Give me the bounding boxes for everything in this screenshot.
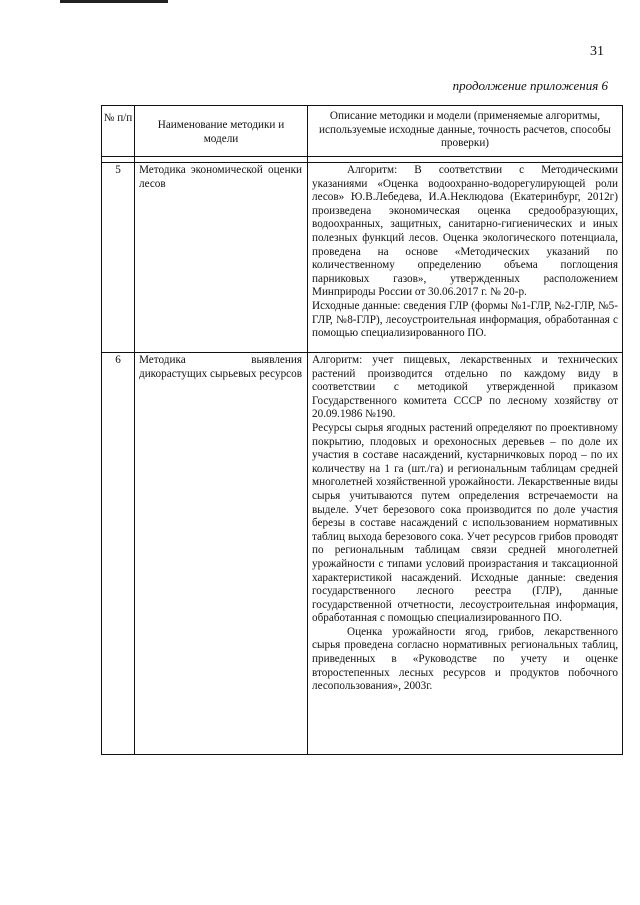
- header-name: Наименование методики и модели: [157, 119, 285, 145]
- header-num: № п/п: [103, 112, 133, 124]
- row-6-paragraph: Оценка урожайности ягод, грибов, лекарственного сырья проведена согласно нормативных региональных таблиц, приведенных в «Руководстве по учету и оценке второстепенных лесных ресурсов и продуктов побочного лесопользования», 2003г.: [312, 625, 618, 693]
- row-5-num: 5: [115, 164, 121, 176]
- row-6-description: [312, 354, 618, 694]
- row-6-paragraph: Ресурсы сырья ягодных растений определяют по проективному покрытию, плодовых и орехоносных деревьев – по доле их участия в составе насаждений, кустарничковых пород – по их количеству на 1 га (шт./га) и региональным таблицам средней многолетней хозяйственной урожайности. Лекарственные виды сырья учитываются путем определения встречаемости на выделе. Учет березового сока производится по доле участия березы в составе насаждений с использованием нормативных таблиц выхода березового сока. Учет ресурсов грибов проводят по региональным таблицам связи средней многолетней урожайности с типами условий произрастания и таксационной характеристикой насаждений. Исходные данные: сведения государственного лесного реестра (ГЛР), данные государственной отчетности, лесоустроительная информация, обработанная с помощью специализированного ПО.: [312, 421, 618, 625]
- page-number: 31: [590, 44, 604, 59]
- row-6-paragraph: Алгоритм: учет пищевых, лекарственных и технических растений производится отдельно по каждому виду в соответствии с методикой утвержденной приказом Государственного комитета СССР по лесному хозяйству от 20.09.1986 №190.: [312, 354, 618, 421]
- header-divider: [102, 156, 622, 157]
- methods-table: [101, 105, 623, 755]
- top-edge-rule: [60, 0, 168, 3]
- row-divider: [102, 352, 622, 353]
- row-5-description: [312, 164, 618, 341]
- header-description: Описание методики и модели (применяемые алгоритмы, используемые исходные данные, точность расчетов, способы проверки): [319, 110, 611, 150]
- column-divider: [307, 106, 308, 754]
- row-5-paragraph: Исходные данные: сведения ГЛР (формы №1-ГЛР, №2-ГЛР, №5-ГЛР, №8-ГЛР), лесоустроительная информация, обработанная с помощью специализированного ПО.: [312, 299, 618, 340]
- row-6-name: Методика выявления дикорастущих сырьевых ресурсов: [139, 354, 303, 380]
- appendix-continuation-label: продолжение приложения 6: [452, 78, 608, 93]
- row-5-paragraph: Алгоритм: В соответствии с Методическими указаниями «Оценка водоохранно-водорегулирующей роли лесов» Ю.В.Лебедева, И.А.Неклюдова (Екатеринбург, 2012г) произведена экономическая оценка средообразующих, водоохранных, защитных, санитарно-гигиенических и иных полезных функций лесов. Оценка экологического потенциала, проведена на основе «Методических указаний по количественному определению объема поглощения парниковых газов», утвержденных расположением Минприроды России от 30.06.2017 г. № 20-р.: [312, 164, 618, 299]
- column-divider: [134, 106, 135, 754]
- numbering-row-divider: [102, 162, 622, 163]
- row-6-num: 6: [115, 354, 121, 366]
- row-5-name: Методика экономической оценки лесов: [139, 164, 302, 190]
